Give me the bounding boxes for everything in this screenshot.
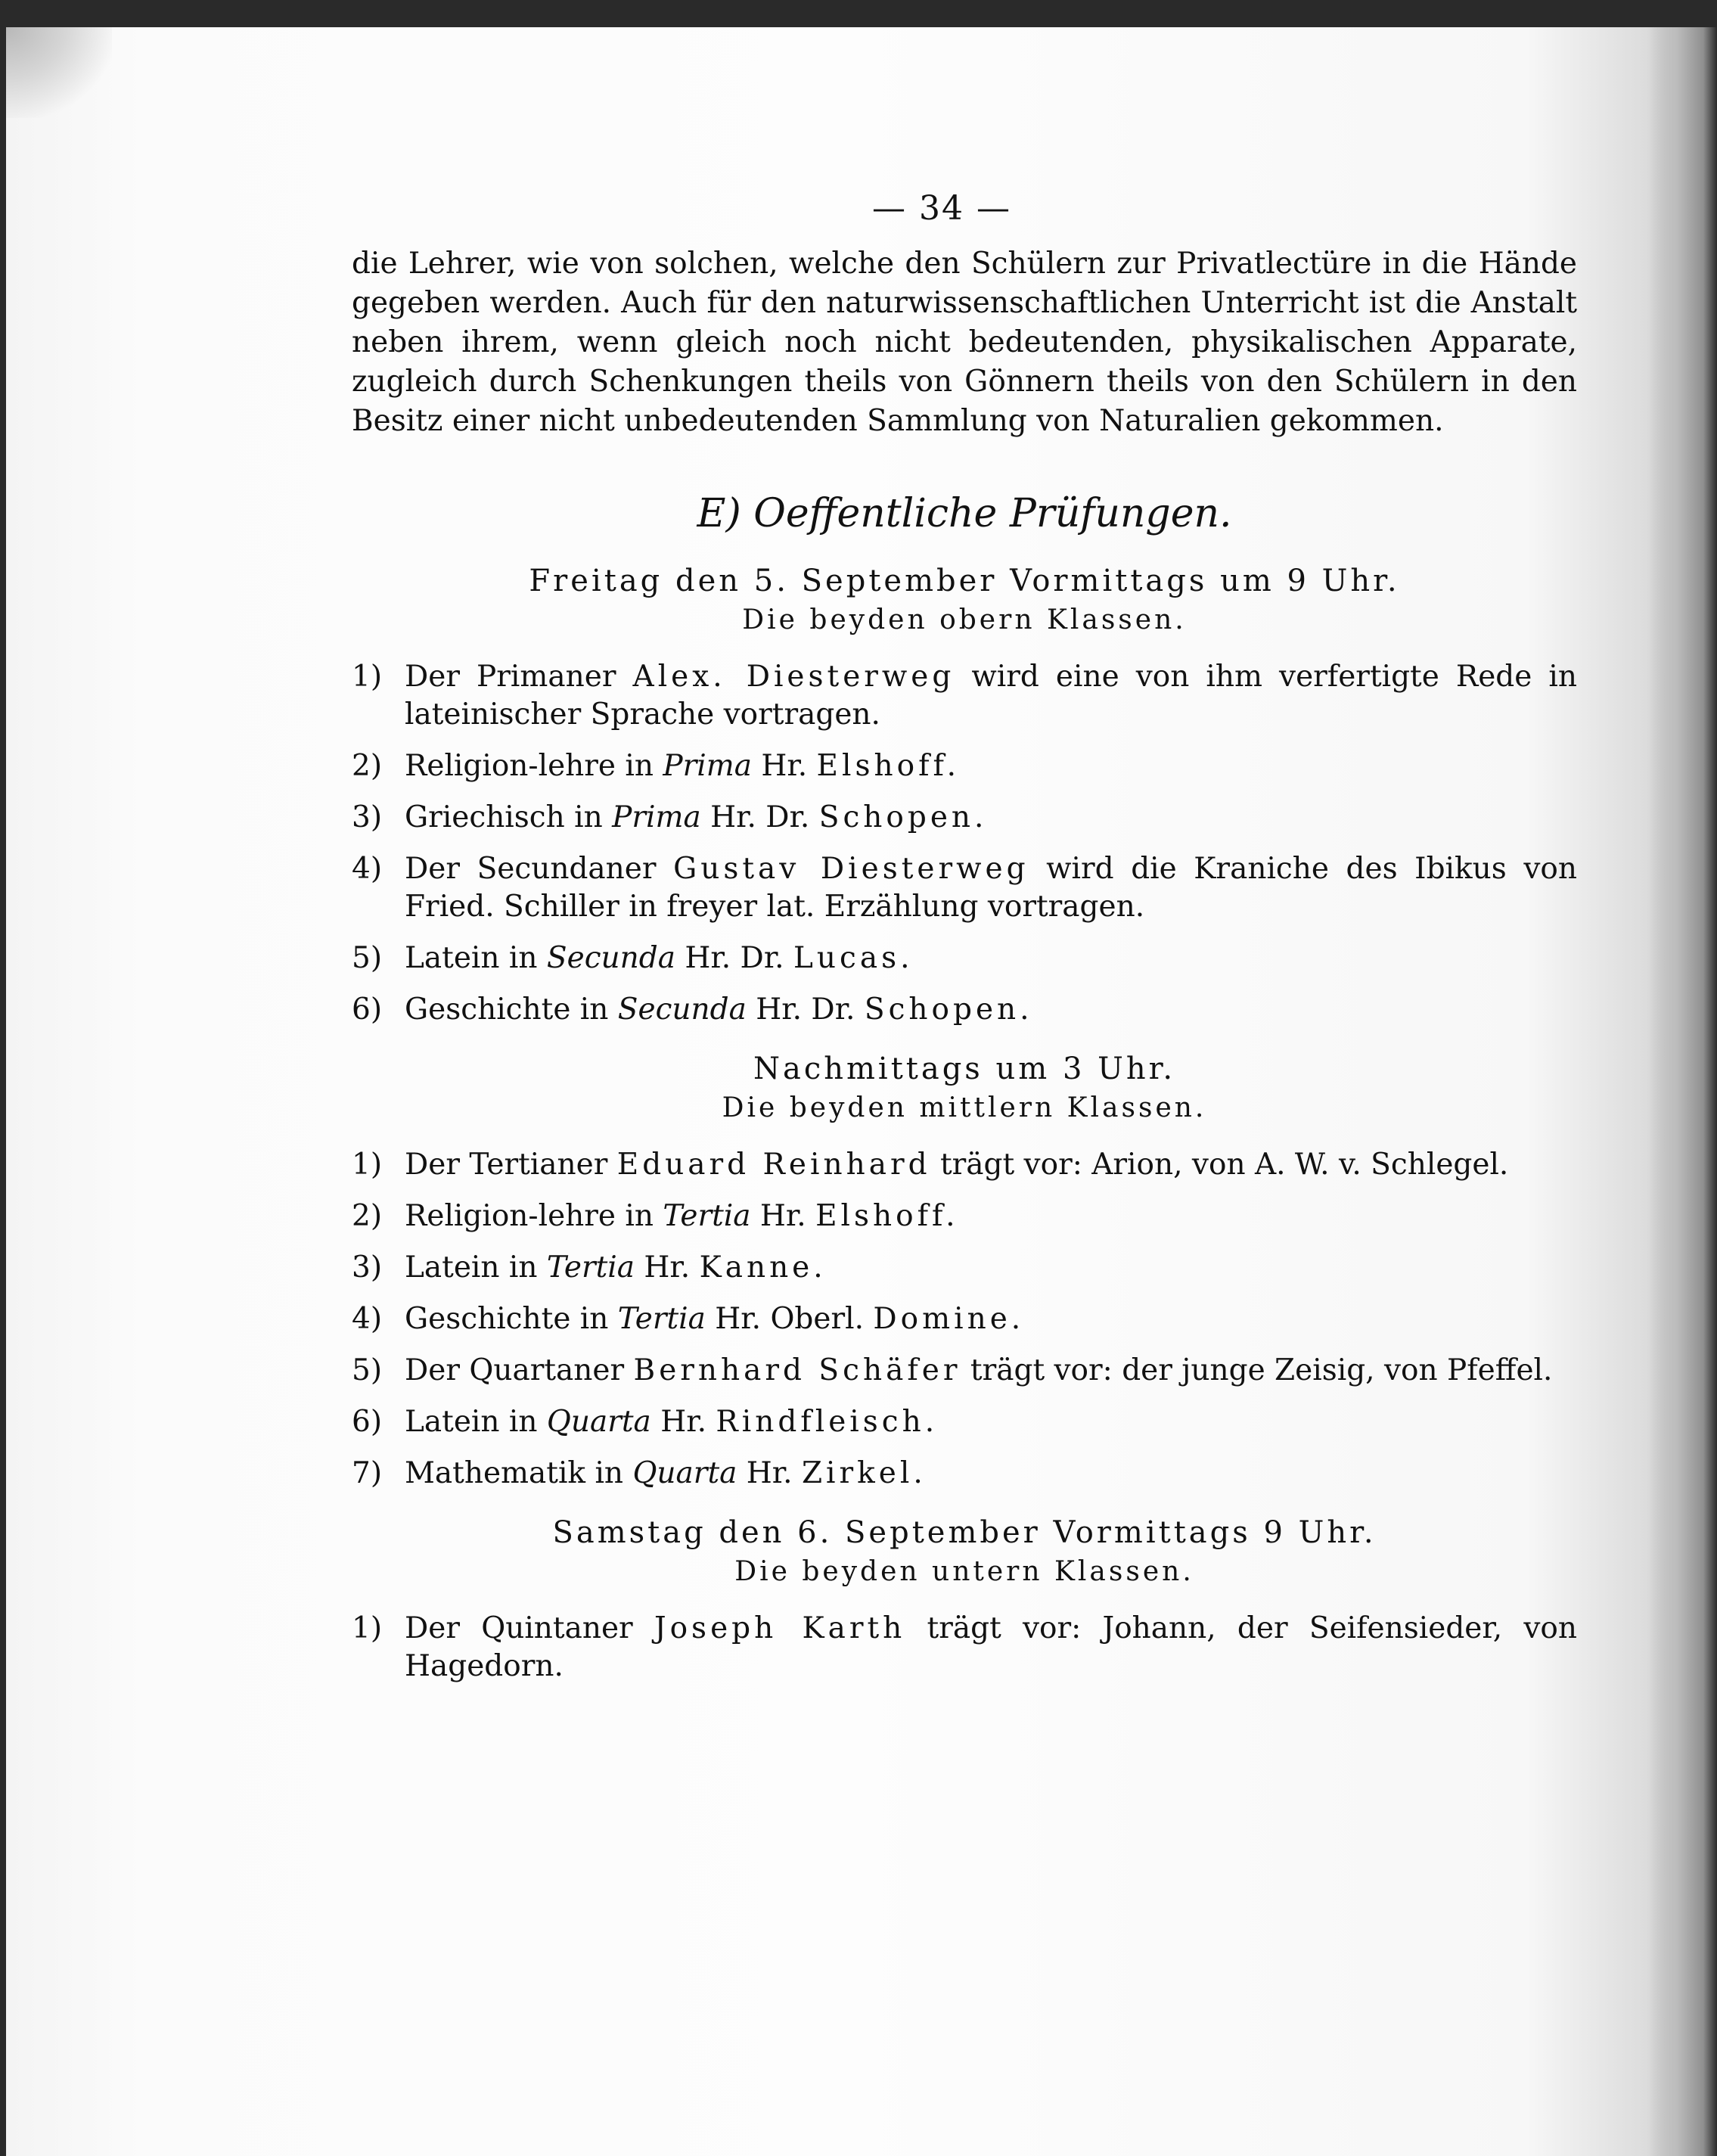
section-title: E) Oeffentliche Prüfungen. [697,491,1232,536]
friday-afternoon-list [352,1146,1577,1493]
saturday-classes: Die beyden untern Klassen. [734,1556,1194,1587]
list-item: 3) Latein in Tertia Hr. Kanne. [352,1250,827,1285]
saturday-list [352,1610,1577,1685]
friday-classes: Die beyden obern Klassen. [742,604,1187,635]
friday-heading: Freitag den 5. September Vormittags um 9 Uhr. [529,564,1400,598]
page-corner-curl [6,27,112,118]
page-right-edge-shadow [1649,27,1717,2156]
afternoon-classes: Die beyden mittlern Klassen. [722,1092,1207,1123]
list-item: 6) Geschichte in Secunda Hr. Dr. Schopen. [352,993,1033,1027]
list-item: 2) Religion-lehre in Tertia Hr. Elshoff. [352,1199,959,1233]
list-item: 4) Der Secundaner Gustav Diesterweg wird die Kraniche des Ibikus von Fried. Schiller in freyer lat. Erzählung vortragen. [352,852,1577,924]
afternoon-heading: Nachmittags um 3 Uhr. [753,1052,1176,1086]
list-item: 5) Der Quartaner Bernhard Schäfer trägt vor: der junge Zeisig, von Pfeffel. [352,1353,1553,1387]
list-item: 7) Mathematik in Quarta Hr. Zirkel. [352,1456,927,1490]
page-number: — 34 — [872,189,1011,228]
friday-morning-list [352,658,1577,1029]
list-item: 5) Latein in Secunda Hr. Dr. Lucas. [352,941,914,975]
list-item: 4) Geschichte in Tertia Hr. Oberl. Domine. [352,1302,1025,1336]
list-item: 1) Der Tertianer Eduard Reinhard trägt vor: Arion, von A. W. v. Schlegel. [352,1148,1509,1182]
page-content [352,189,1577,1699]
list-item: 2) Religion-lehre in Prima Hr. Elshoff. [352,749,960,783]
list-item: 3) Griechisch in Prima Hr. Dr. Schopen. [352,800,988,834]
list-item: 6) Latein in Quarta Hr. Rindfleisch. [352,1405,939,1439]
intro-paragraph: die Lehrer, wie von solchen, welche den Schülern zur Privatlectüre in die Hände gegeben werden. Auch für den naturwissenschaftlichen Unterricht ist die Anstalt neben ihrem, wenn gleich noch nicht bedeutenden, physikalischen Apparate, zugleich durch Schenkungen theils von Gönnern theils von den Schülern in den Besitz einer nicht unbedeutenden Sammlung von Naturalien gekommen. [352,247,1577,438]
saturday-heading: Samstag den 6. September Vormittags 9 Uhr. [552,1515,1377,1550]
list-item: 1) Der Primaner Alex. Diesterweg wird eine von ihm verfertigte Rede in lateinischer Sprache vortragen. [352,660,1577,732]
list-item: 1) Der Quintaner Joseph Karth trägt vor: Johann, der Seifensieder, von Hagedorn. [352,1611,1578,1683]
